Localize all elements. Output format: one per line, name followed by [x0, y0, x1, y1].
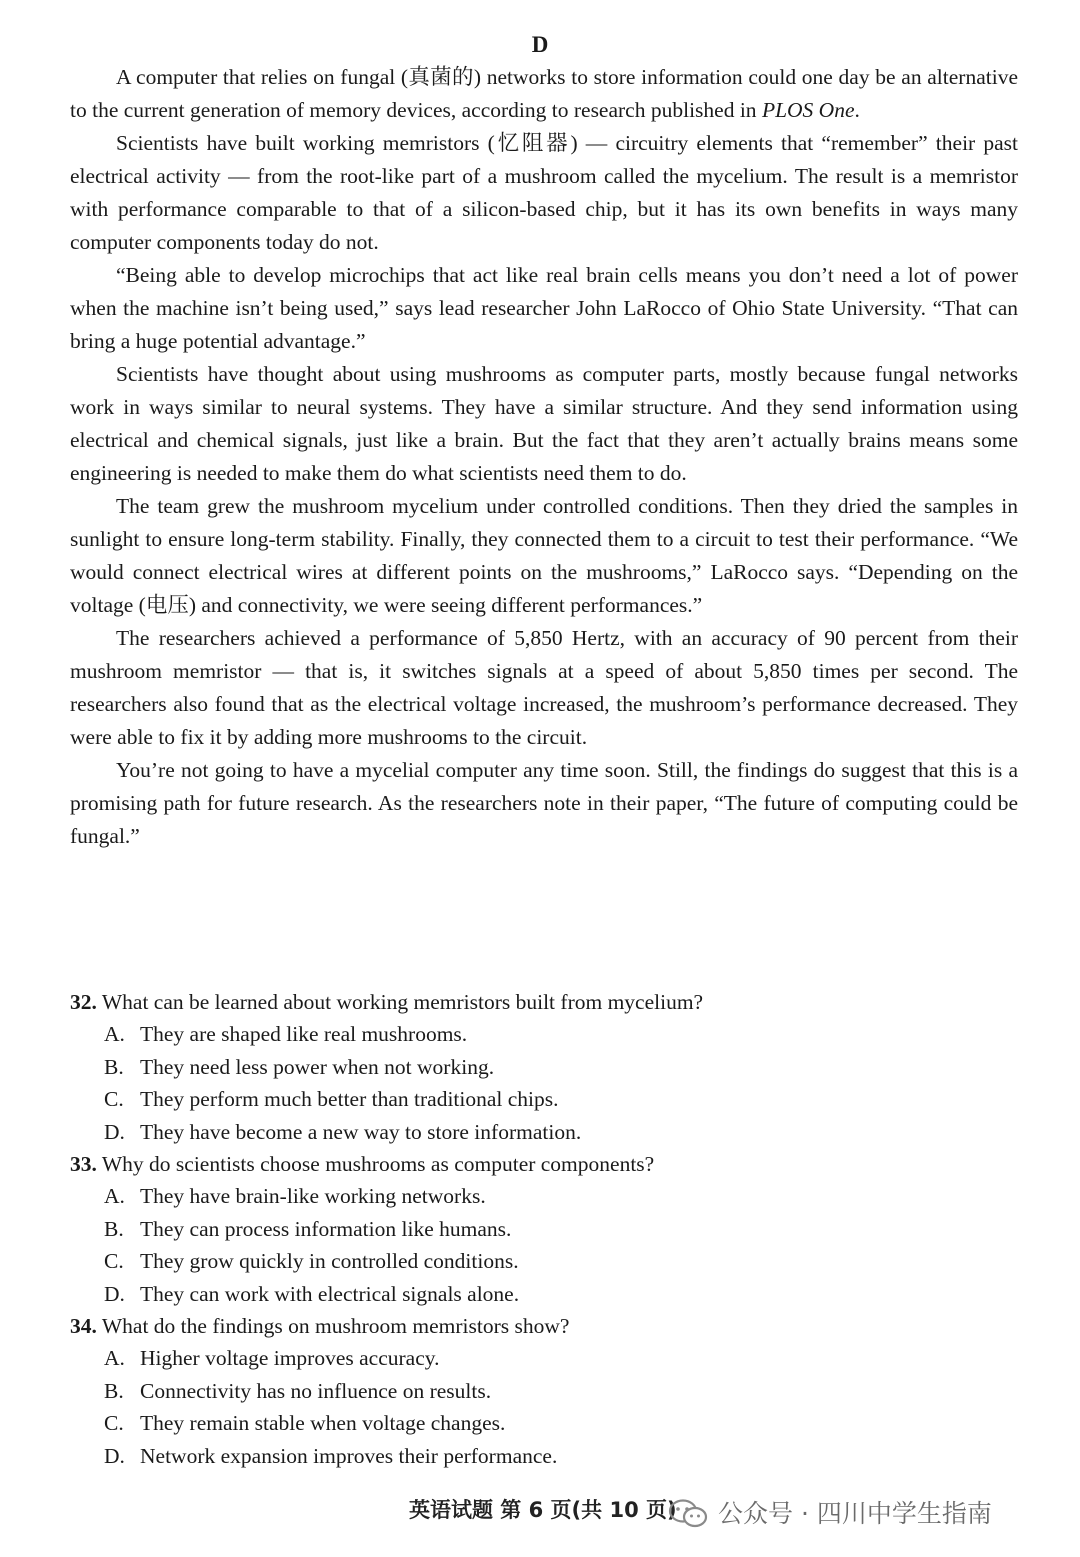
option-letter: A.: [104, 1346, 125, 1371]
option-letter: C.: [104, 1087, 124, 1112]
passage-paragraph: [70, 490, 1018, 622]
option-text: They grow quickly in controlled conditions.: [140, 1249, 519, 1274]
option-text: Higher voltage improves accuracy.: [140, 1346, 440, 1371]
answer-option: [70, 1245, 1018, 1277]
question-34: [70, 1310, 1018, 1472]
passage-paragraph: [70, 127, 1018, 259]
wechat-icon: [668, 1499, 708, 1529]
page-footer: [0, 1486, 1080, 1536]
question-stem: [70, 1310, 1018, 1342]
option-text: They are shaped like real mushrooms.: [140, 1022, 468, 1047]
option-letter: D.: [104, 1443, 125, 1468]
answer-option: [70, 1407, 1018, 1439]
question-number: 32.: [70, 990, 97, 1014]
option-letter: D.: [104, 1119, 125, 1144]
option-letter: B.: [104, 1216, 124, 1241]
paragraph-text: The team grew the mushroom mycelium under controlled conditions. Then they dried the samples in sunlight to ensure long-term stability. Finally, they connected them to a circuit to test their performance. “We would connect electrical wires at different points on the mushrooms,” LaRocco says. “Depending on the voltage (电压) and connectivity, we were seeing different performances.”: [70, 494, 1018, 617]
option-letter: B.: [104, 1054, 124, 1079]
option-text: They can process information like humans.: [140, 1216, 512, 1241]
passage-paragraph: [70, 358, 1018, 490]
option-letter: C.: [104, 1411, 124, 1436]
question-stem: [70, 986, 1018, 1018]
option-letter: A.: [104, 1022, 125, 1047]
question-text: What can be learned about working memristors built from mycelium?: [101, 990, 704, 1014]
option-text: They can work with electrical signals alone.: [140, 1281, 520, 1306]
paragraph-text: The researchers achieved a performance of 5,850 Hertz, with an accuracy of 90 percent from their mushroom memristor — that is, it switches signals at a speed of about 5,850 times per second. The researchers also found that as the electrical voltage increased, the mushroom’s performance decreased. They were able to fix it by adding more mushrooms to the circuit.: [70, 626, 1018, 749]
watermark-text: 公众号 · 四川中学生指南: [718, 1499, 992, 1528]
reading-passage: [70, 61, 1018, 853]
question-32: [70, 986, 1018, 1148]
option-text: They have brain-like working networks.: [140, 1184, 486, 1209]
option-text: They remain stable when voltage changes.: [140, 1411, 506, 1436]
paragraph-text: .: [854, 98, 860, 122]
question-33: [70, 1148, 1018, 1310]
question-list: [70, 986, 1018, 1472]
answer-option: [70, 1342, 1018, 1374]
option-letter: C.: [104, 1249, 124, 1274]
question-number: 33.: [70, 1152, 97, 1177]
answer-option: [70, 1180, 1018, 1212]
paragraph-text: You’re not going to have a mycelial computer any time soon. Still, the findings do suggest that this is a promising path for future research. As the researchers note in their paper, “The future of computing could be fungal.”: [70, 758, 1018, 848]
answer-option: [70, 1213, 1018, 1245]
passage-paragraph: [70, 754, 1018, 853]
question-text: Why do scientists choose mushrooms as computer components?: [101, 1152, 655, 1177]
passage-paragraph: [70, 61, 1018, 127]
answer-option: [70, 1083, 1018, 1115]
answer-option: [70, 1440, 1018, 1472]
option-text: They have become a new way to store information.: [140, 1119, 582, 1144]
answer-option: [70, 1051, 1018, 1083]
passage-paragraph: [70, 259, 1018, 358]
question-stem: [70, 1148, 1018, 1180]
paragraph-text: A computer that relies on fungal (真菌的) networks to store information could one day be an alternative to the current generation of memory devices, according to research published in: [70, 65, 1018, 122]
passage-paragraph: [70, 622, 1018, 754]
answer-option: [70, 1278, 1018, 1310]
answer-option: [70, 1375, 1018, 1407]
paragraph-text: “Being able to develop microchips that act like real brain cells means you don’t need a lot of power when the machine isn’t being used,” says lead researcher John LaRocco of Ohio State University. “That can bring a huge potential advantage.”: [70, 263, 1018, 353]
option-text: Network expansion improves their performance.: [140, 1443, 558, 1468]
question-text: What do the findings on mushroom memristors show?: [101, 1314, 570, 1339]
option-letter: A.: [104, 1184, 125, 1209]
answer-option: [70, 1018, 1018, 1050]
paragraph-text: Scientists have thought about using mushrooms as computer parts, mostly because fungal networks work in ways similar to neural systems. They have a similar structure. And they send information using electrical and chemical signals, just like a brain. But the fact that they aren’t actually brains means some engineering is needed to make them do what scientists need them to do.: [70, 362, 1018, 485]
question-number: 34.: [70, 1314, 97, 1339]
option-text: Connectivity has no influence on results.: [140, 1378, 492, 1403]
answer-option: [70, 1116, 1018, 1148]
option-letter: D.: [104, 1281, 125, 1306]
page-number-label: 英语试题 第 6 页(共 10 页): [409, 1498, 677, 1522]
option-letter: B.: [104, 1378, 124, 1403]
paragraph-text: Scientists have built working memristors (忆阻器) — circuitry elements that “remember” their past electrical activity — from the root-like part of a mushroom called the mycelium. The result is a memristor with performance comparable to that of a silicon-based chip, but it has its own benefits in ways many computer components today do not.: [70, 131, 1018, 254]
journal-title: PLOS One: [761, 98, 855, 122]
wechat-watermark: [668, 1498, 992, 1530]
section-letter: D: [531, 32, 549, 57]
option-text: They perform much better than traditional chips.: [140, 1087, 559, 1112]
option-text: They need less power when not working.: [140, 1054, 495, 1079]
